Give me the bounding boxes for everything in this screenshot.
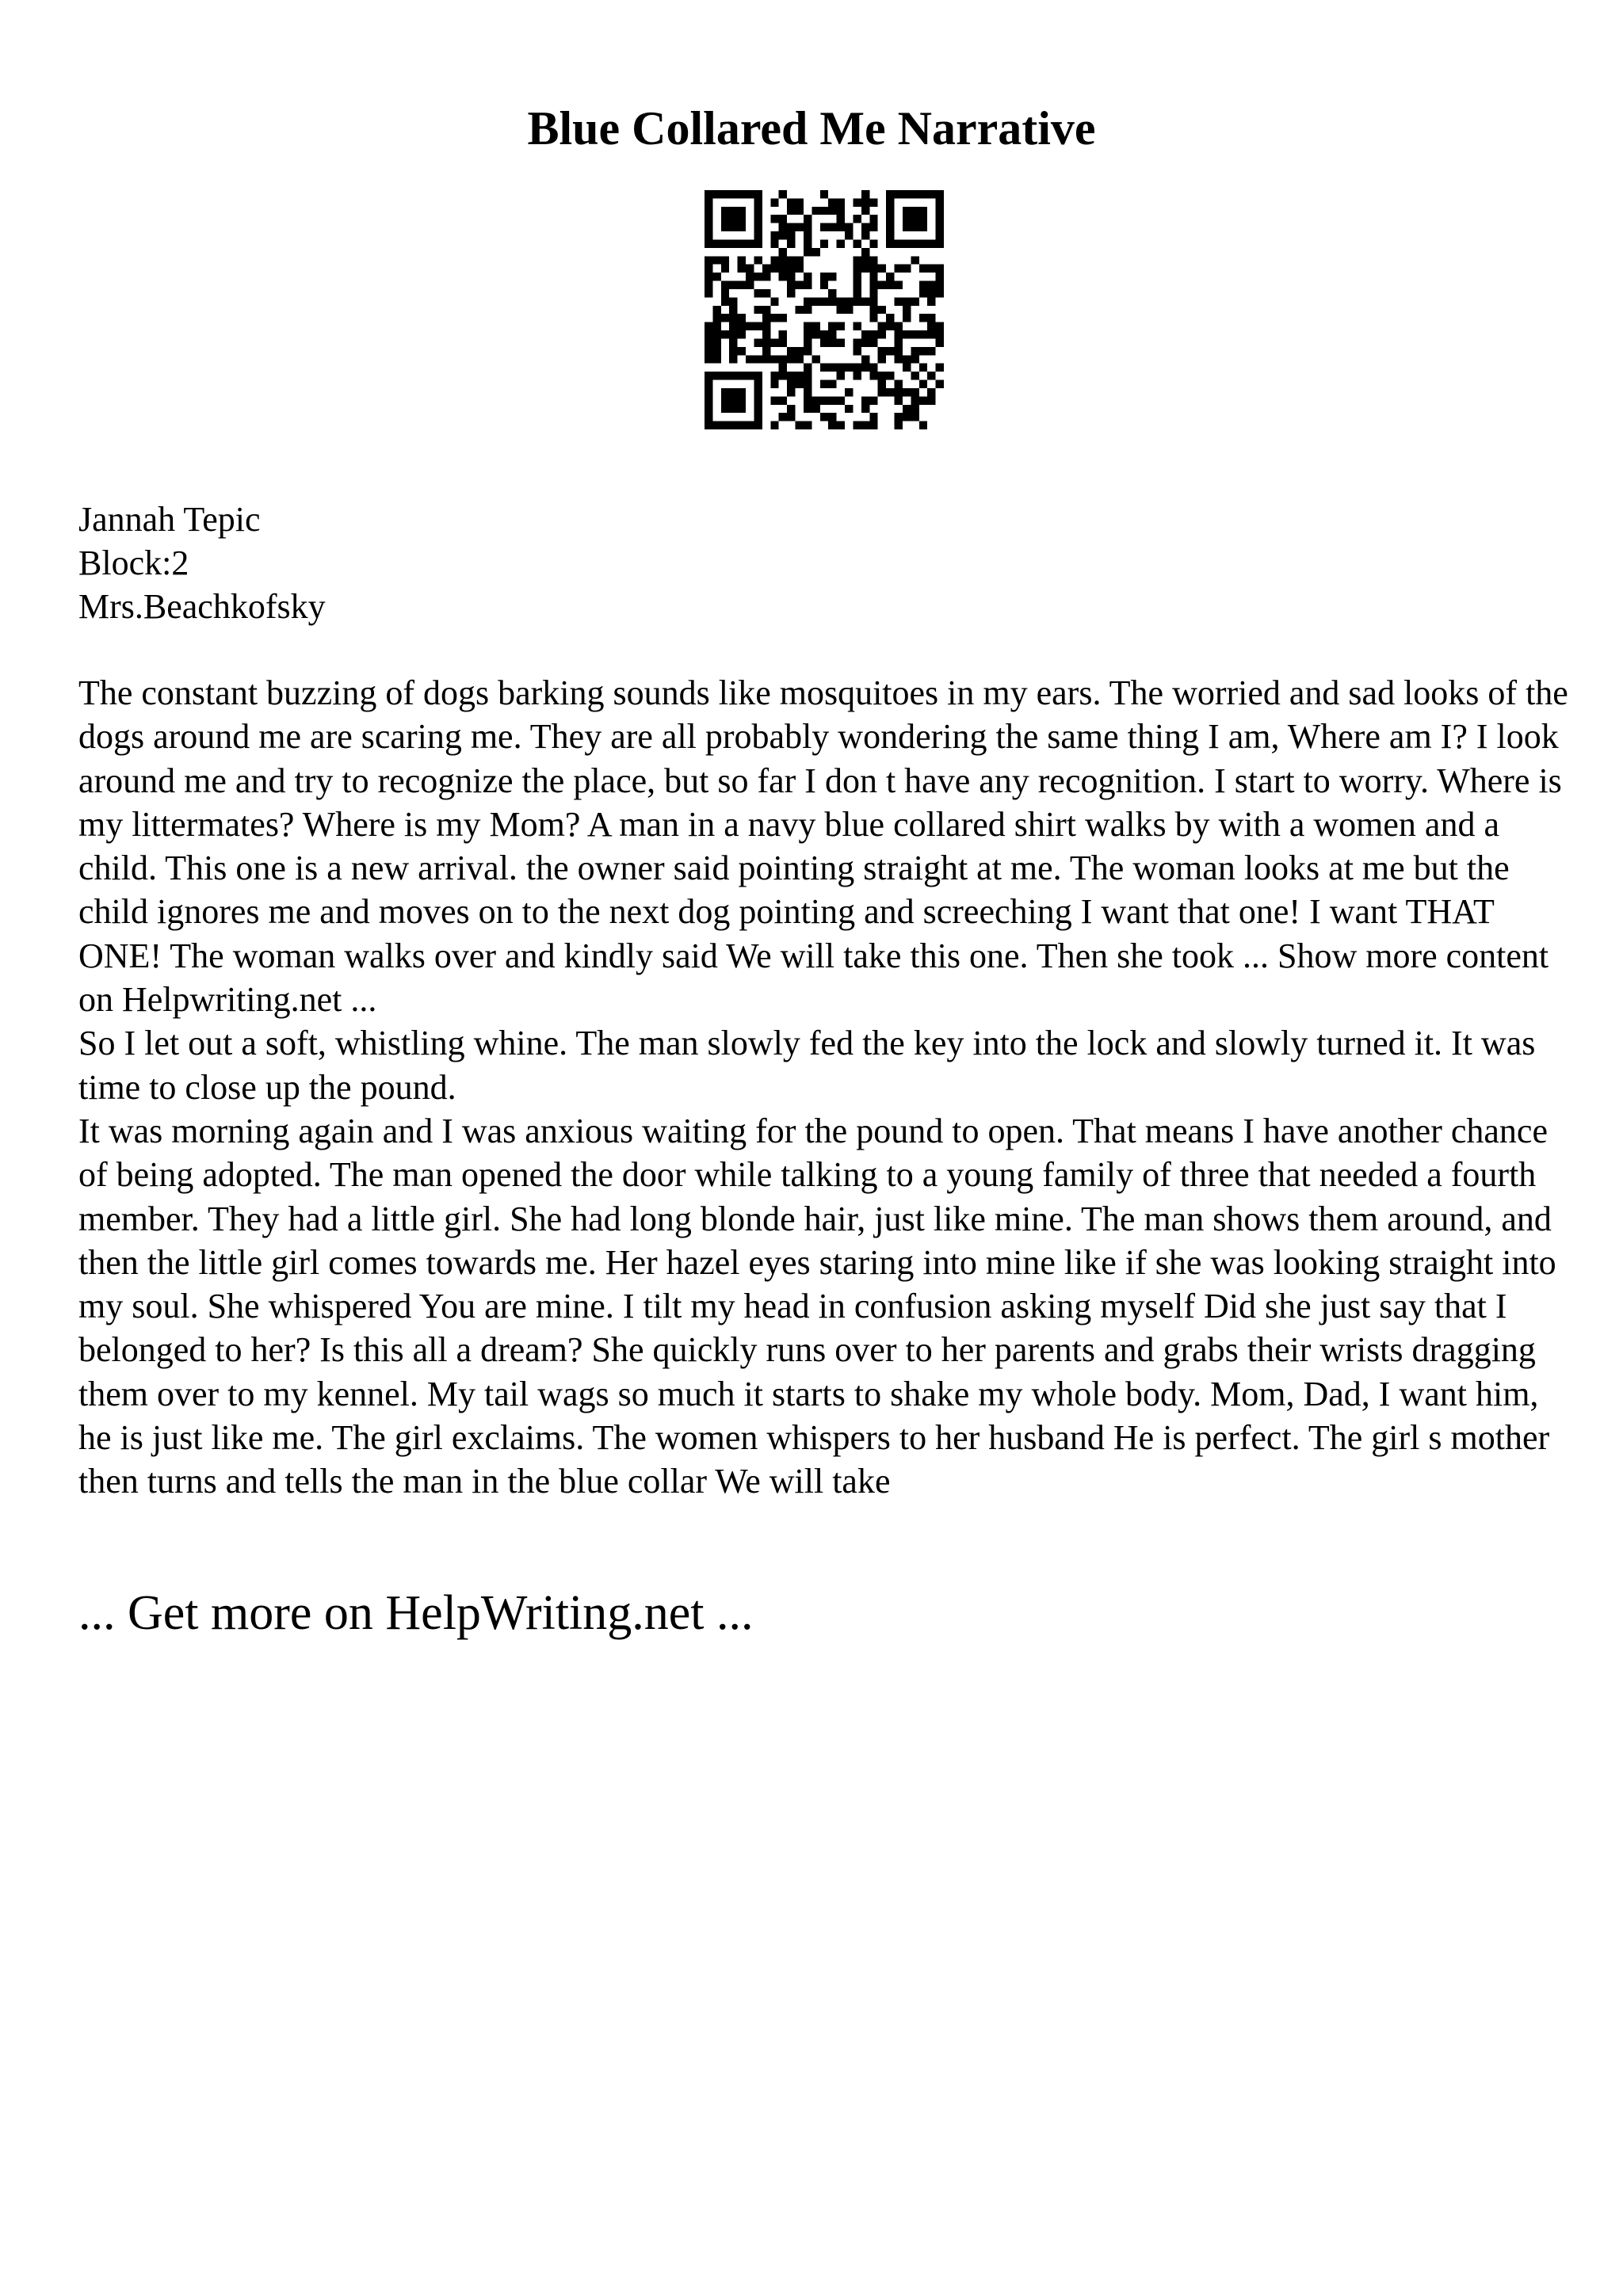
author-name: Jannah Tepic: [78, 500, 261, 539]
teacher-name: Mrs.Beachkofsky: [78, 587, 326, 626]
essay-paragraph: It was morning again and I was anxious waiting for the pound to open. That means I have another chance of being adopted. The man opened the door while talking to a young family of three that needed a fourth member. They had a little girl. She had long blonde hair, just like mine. The man shows them around, and then the little girl comes towards me. Her hazel eyes staring into mine like if she was looking straight into my soul. She whispered You are mine. I tilt my head in confusion asking myself Did she just say that I belonged to her? Is this all a dream? She quickly runs over to her parents and grabs their wrists dragging them over to my kennel. My tail wags so much it starts to shake my whole body. Mom, Dad, I want him, he is just like me. The girl exclaims. The women whispers to her husband He is perfect. The girl s mother then turns and tells the man in the blue collar We will take: [78, 1111, 1556, 1501]
essay-paragraph: So I let out a soft, whistling whine. The man slowly fed the key into the lock and slowly turned it. It was time to close up the pound.: [78, 1024, 1536, 1107]
document-title: Blue Collared Me Narrative: [527, 102, 1096, 154]
essay-body: [78, 671, 1568, 1504]
qr-code-icon: [705, 190, 944, 429]
author-info: [78, 498, 326, 628]
get-more-link[interactable]: ... Get more on HelpWriting.net ...: [78, 1586, 754, 1640]
essay-paragraph: The constant buzzing of dogs barking sounds like mosquitoes in my ears. The worried and sad looks of the dogs around me are scaring me. They are all probably wondering the same thing I am, Where am I? I look around me and try to recognize the place, but so far I don t have any recognition. I start to worry. Where is my littermates? Where is my Mom? A man in a navy blue collared shirt walks by with a women and a child. This one is a new arrival. the owner said pointing straight at me. The woman looks at me but the child ignores me and moves on to the next dog pointing and screeching I want that one! I want THAT ONE! The woman walks over and kindly said We will take this one. Then she took ... Show more content on Helpwriting.net ...: [78, 673, 1568, 1020]
class-block: Block:2: [78, 543, 189, 582]
